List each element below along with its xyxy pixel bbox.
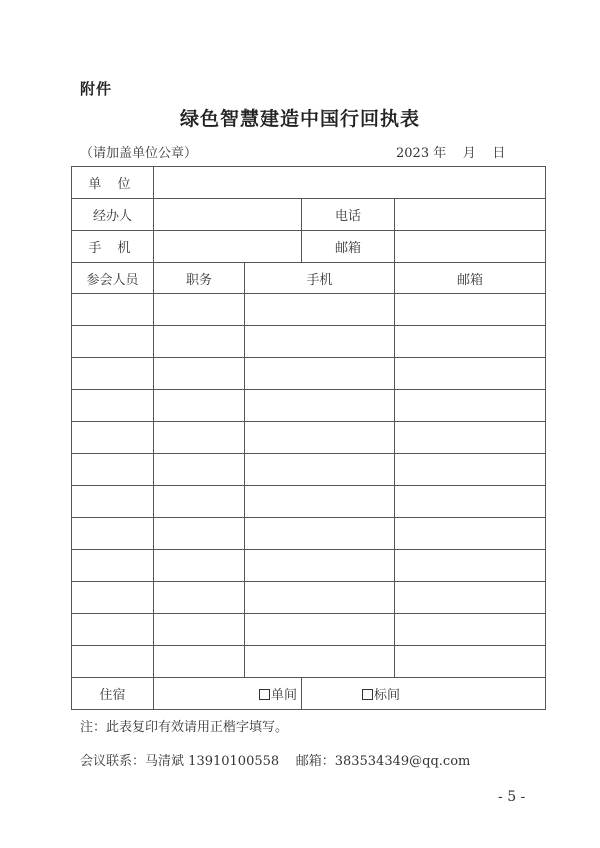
attendee-position-cell[interactable]	[154, 358, 245, 390]
attendee-position-cell[interactable]	[154, 422, 245, 454]
date-year-unit: 年	[433, 146, 447, 161]
phone-label: 电话	[302, 199, 395, 231]
room-option-standard-label: 标间	[374, 688, 401, 703]
attendee-position-cell[interactable]	[154, 646, 245, 678]
attendee-position-cell[interactable]	[154, 582, 245, 614]
attendee-position-cell[interactable]	[154, 550, 245, 582]
attendee-name-cell[interactable]	[72, 646, 154, 678]
attendee-header-row	[72, 263, 546, 294]
attendee-name-cell[interactable]	[72, 422, 154, 454]
attendee-position-cell[interactable]	[154, 518, 245, 550]
attendee-email-cell[interactable]	[395, 390, 546, 422]
attendee-name-cell[interactable]	[72, 294, 154, 326]
attendee-name-cell[interactable]	[72, 326, 154, 358]
contact-name: 马清斌	[145, 754, 185, 769]
attendee-name-cell[interactable]	[72, 390, 154, 422]
attendee-mobile-cell[interactable]	[245, 582, 395, 614]
attendee-name-cell[interactable]	[72, 518, 154, 550]
contact-label: 会议联系：	[80, 754, 146, 769]
phone-field[interactable]	[395, 199, 546, 231]
attendee-position-cell[interactable]	[154, 294, 245, 326]
attendee-email-cell[interactable]	[395, 582, 546, 614]
attendee-row	[72, 326, 546, 358]
form-title: 绿色智慧建造中国行回执表	[179, 108, 420, 130]
attendee-name-cell[interactable]	[72, 582, 154, 614]
attachment-label: 附件	[80, 80, 113, 98]
reply-form-table	[71, 166, 546, 710]
attendee-mobile-cell[interactable]	[245, 454, 395, 486]
room-option-single-label: 单间	[270, 688, 297, 703]
attendee-mobile-cell[interactable]	[245, 422, 395, 454]
attendee-mobile-cell[interactable]	[245, 486, 395, 518]
attendee-mobile-cell[interactable]	[245, 326, 395, 358]
attendee-position-cell[interactable]	[154, 390, 245, 422]
email-field[interactable]	[395, 231, 546, 263]
col-header-position: 职务	[154, 263, 245, 294]
attendee-name-cell[interactable]	[72, 454, 154, 486]
col-header-attendee: 参会人员	[72, 263, 154, 294]
attendee-email-cell[interactable]	[395, 294, 546, 326]
mobile-field[interactable]	[154, 231, 302, 263]
checkbox-single[interactable]	[259, 689, 270, 700]
attendee-email-cell[interactable]	[395, 614, 546, 646]
footer-note: 注：此表复印有效请用正楷字填写。	[80, 720, 289, 735]
attendee-row	[72, 550, 546, 582]
mobile-row	[72, 231, 546, 263]
handler-field[interactable]	[154, 199, 302, 231]
room-option-standard[interactable]	[302, 678, 546, 710]
attendee-position-cell[interactable]	[154, 454, 245, 486]
attendee-email-cell[interactable]	[395, 454, 546, 486]
attendee-email-cell[interactable]	[395, 486, 546, 518]
contact-email: 383534349@qq.com	[334, 754, 471, 769]
attendee-name-cell[interactable]	[72, 550, 154, 582]
attendee-position-cell[interactable]	[154, 326, 245, 358]
contact-line	[80, 750, 470, 769]
attendee-position-cell[interactable]	[154, 486, 245, 518]
email-label: 邮箱	[302, 231, 395, 263]
checkbox-standard[interactable]	[362, 689, 373, 700]
attendee-row	[72, 454, 546, 486]
date-month-unit: 月	[462, 146, 476, 161]
lodging-label: 住宿	[72, 678, 154, 710]
attendee-mobile-cell[interactable]	[245, 358, 395, 390]
attendee-mobile-cell[interactable]	[245, 646, 395, 678]
attendee-row	[72, 390, 546, 422]
attendee-row	[72, 646, 546, 678]
attendee-mobile-cell[interactable]	[245, 390, 395, 422]
contact-phone: 13910100558	[188, 754, 280, 769]
date-year: 2023	[396, 146, 430, 161]
attendee-row	[72, 518, 546, 550]
unit-label: 单 位	[72, 167, 154, 199]
attendee-row	[72, 582, 546, 614]
attendee-row	[72, 614, 546, 646]
attendee-row	[72, 294, 546, 326]
attendee-email-cell[interactable]	[395, 518, 546, 550]
attendee-email-cell[interactable]	[395, 358, 546, 390]
attendee-row	[72, 422, 546, 454]
attendee-mobile-cell[interactable]	[245, 518, 395, 550]
attendee-mobile-cell[interactable]	[245, 614, 395, 646]
page-number-value: 5	[507, 789, 517, 805]
col-header-mobile: 手机	[245, 263, 395, 294]
room-option-single[interactable]	[154, 678, 302, 710]
handler-label: 经办人	[72, 199, 154, 231]
attendee-name-cell[interactable]	[72, 614, 154, 646]
col-header-email: 邮箱	[395, 263, 546, 294]
date-line	[396, 142, 505, 161]
attendee-row	[72, 486, 546, 518]
attendee-email-cell[interactable]	[395, 646, 546, 678]
attendee-mobile-cell[interactable]	[245, 294, 395, 326]
unit-row	[72, 167, 546, 199]
contact-email-label: 邮箱：	[295, 754, 335, 769]
attendee-email-cell[interactable]	[395, 550, 546, 582]
attendee-mobile-cell[interactable]	[245, 550, 395, 582]
unit-field[interactable]	[154, 167, 546, 199]
attendee-name-cell[interactable]	[72, 358, 154, 390]
handler-row	[72, 199, 546, 231]
attendee-email-cell[interactable]	[395, 326, 546, 358]
attendee-name-cell[interactable]	[72, 486, 154, 518]
stamp-note: （请加盖单位公章）	[80, 146, 198, 161]
page-number: - 5 -	[498, 789, 526, 805]
attendee-row	[72, 358, 546, 390]
date-day-unit: 日	[492, 146, 506, 161]
lodging-row	[72, 678, 546, 710]
attendee-position-cell[interactable]	[154, 614, 245, 646]
attendee-email-cell[interactable]	[395, 422, 546, 454]
mobile-label: 手 机	[72, 231, 154, 263]
